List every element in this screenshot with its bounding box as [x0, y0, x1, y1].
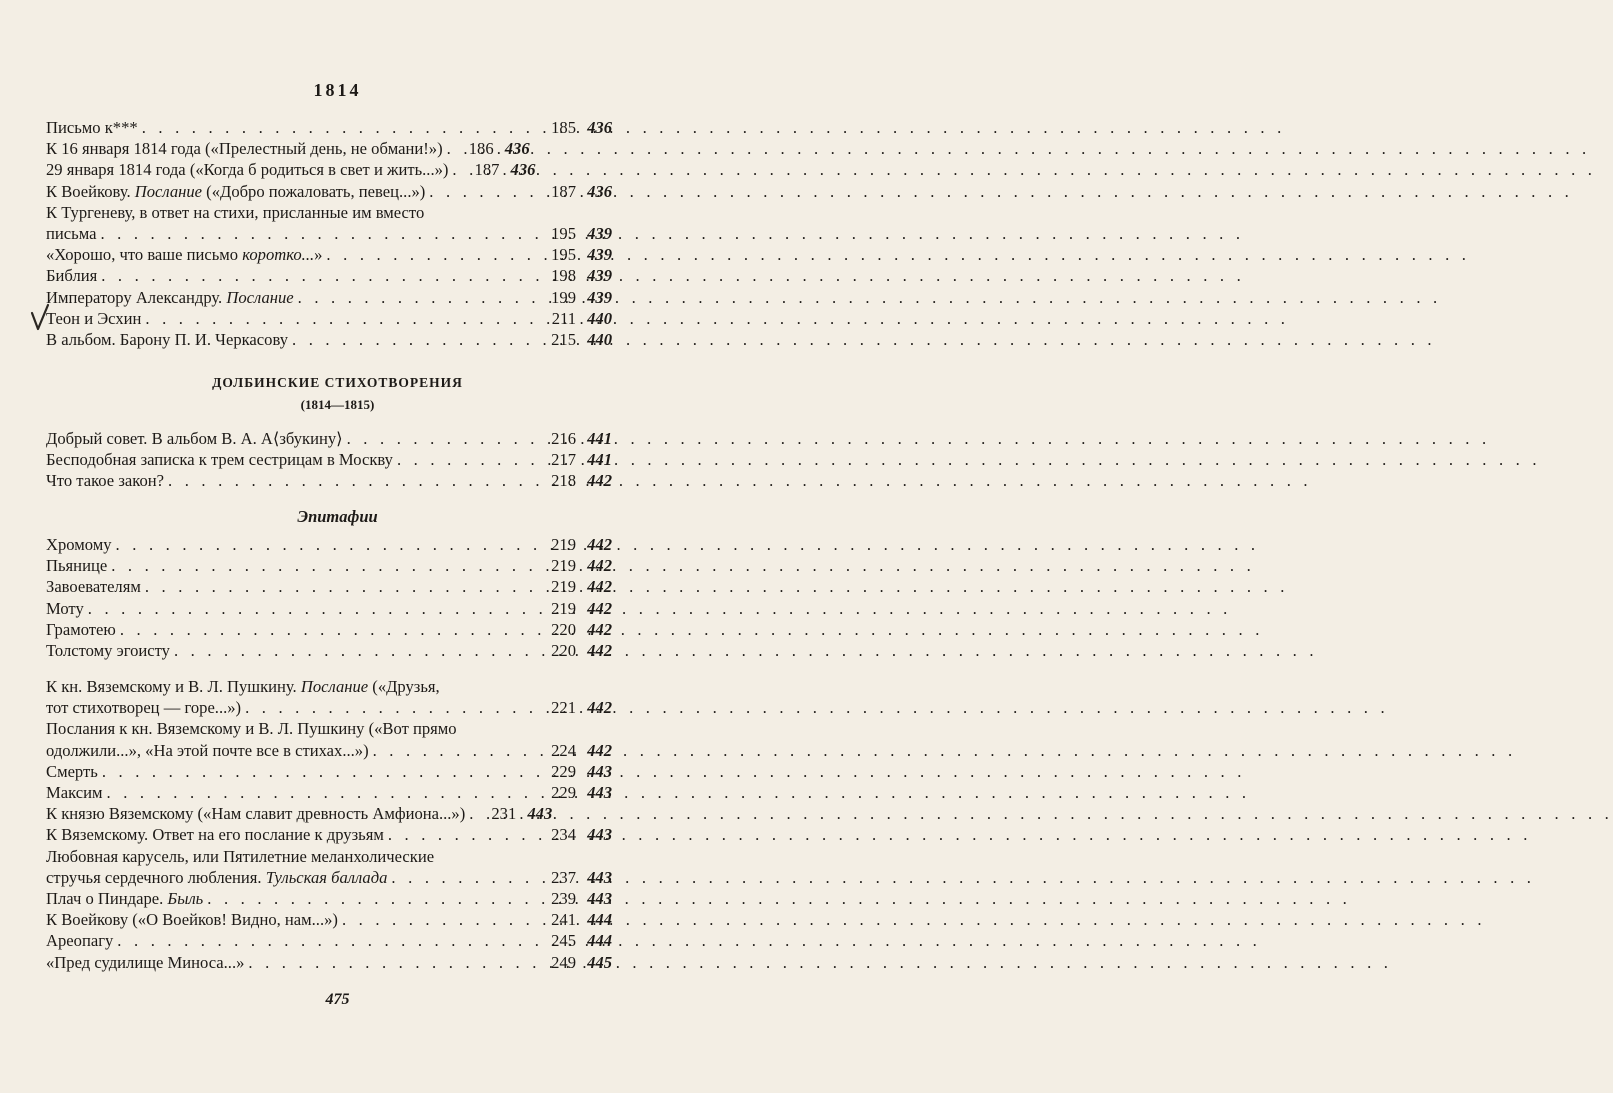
toc-entry[interactable]: К Воейкову. Послание («Добро пожаловать, певец...») . . . 187 436 — [46, 181, 612, 202]
toc-entry[interactable]: «Пред судилище Миноса...» . . . 249 445 — [46, 952, 612, 973]
toc-entry[interactable]: Что такое закон? . . . 218 442 — [46, 470, 612, 491]
toc-entry[interactable]: К Тургеневу, в ответ на стихи, присланные им вместо письма . . . 195 439 — [46, 202, 612, 244]
toc-entry[interactable]: Добрый совет. В альбом В. А. А⟨збукину⟩ . . . 216 441 — [46, 428, 612, 449]
toc-entry[interactable]: «Хорошо, что ваше письмо коротко...» . . . 195 439 — [46, 244, 612, 265]
toc-entry[interactable]: Императору Александру. Послание . . . 199 439 — [46, 287, 612, 308]
toc-entry[interactable]: К 16 января 1814 года («Прелестный день, не обмани!») . . . 186 436 — [46, 138, 612, 159]
toc-entry[interactable]: Максим . . . 229 443 — [46, 782, 612, 803]
toc-entry[interactable]: К Вяземскому. Ответ на его послание к друзьям . . . 234 443 — [46, 824, 612, 845]
page-number: 475 — [325, 991, 350, 1008]
toc-group-dolbino — [46, 428, 612, 492]
section-heading: ДОЛБИНСКИЕ СТИХОТВОРЕНИЯ — [212, 375, 463, 390]
toc-entry[interactable]: К Воейкову («О Воейков! Видно, нам...») . . . 241 444 — [46, 909, 612, 930]
toc-entry[interactable]: Бесподобная записка к трем сестрицам в Москву . . . 217 441 — [46, 449, 612, 470]
toc-group-epitaphs — [46, 534, 612, 661]
toc-entry[interactable]: Ареопагу . . . 245 444 — [46, 930, 612, 951]
toc-entry[interactable]: 29 января 1814 года («Когда б родиться в свет и жить...») . . . 187 436 — [46, 159, 612, 180]
toc-entry[interactable]: К кн. Вяземскому и В. Л. Пушкину. Послание («Друзья, тот стихотворец — горе...») . . . 221 442 — [46, 676, 612, 718]
toc-entry[interactable]: Письмо к*** . . . 185 436 — [46, 117, 612, 138]
toc-entry[interactable]: Библия . . . 198 439 — [46, 265, 612, 286]
toc-entry[interactable]: К князю Вяземскому («Нам славит древность Амфиона...») . . . 231 443 — [46, 803, 612, 824]
toc-entry[interactable]: Толстому эгоисту . . . 220 442 — [46, 640, 612, 661]
toc-entry[interactable]: В альбом. Барону П. И. Черкасову . . . 215 440 — [46, 329, 612, 350]
toc-entry[interactable]: Послания к кн. Вяземскому и В. Л. Пушкину («Вот прямо одолжили...», «На этой почте все в стихах...») . . . 224 442 — [46, 718, 612, 760]
toc-entry[interactable]: Завоевателям . . . 219 442 — [46, 576, 612, 597]
book-page — [0, 0, 675, 1093]
toc-entry[interactable]: Смерть . . . 229 443 — [46, 761, 612, 782]
section-years: (1814—1815) — [300, 397, 375, 412]
toc-entry[interactable]: Теон и Эсхин . . . 211 440 — [46, 308, 612, 329]
toc-entry[interactable]: Моту . . . 219 442 — [46, 598, 612, 619]
toc-entry[interactable]: Плач о Пиндаре. Быль . . . 239 443 — [46, 888, 612, 909]
toc-entry[interactable]: Хромому . . . 219 442 — [46, 534, 612, 555]
toc-group-1814-cont — [46, 676, 612, 973]
subsection-heading: Эпитафии — [297, 507, 378, 526]
toc-entry[interactable]: Грамотею . . . 220 442 — [46, 619, 612, 640]
toc-entry[interactable]: Любовная карусель, или Пятилетние меланхолические стручья сердечного любления. Тульская баллада . . . 237 443 — [46, 846, 612, 888]
toc-entry[interactable]: Пьянице . . . 219 442 — [46, 555, 612, 576]
year-heading: 1814 — [313, 80, 362, 100]
toc-group-1814 — [46, 117, 612, 350]
